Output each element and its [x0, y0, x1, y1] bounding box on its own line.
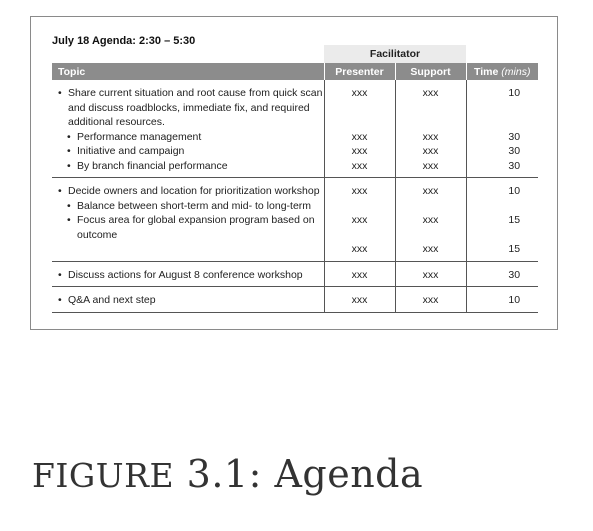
presenter-cell [324, 178, 395, 262]
time-cell [466, 261, 538, 287]
presenter-value: xxx [351, 214, 368, 226]
support-value: xxx [422, 87, 439, 99]
presenter-cell [324, 261, 395, 287]
col-presenter-header: Presenter [324, 63, 395, 80]
presenter-cell [324, 80, 395, 178]
support-cell [395, 287, 466, 313]
topic-cell [52, 287, 324, 313]
presenter-value: xxx [351, 268, 368, 281]
topic-item: • Decide owners and location for prioritization workshop [52, 184, 324, 199]
facilitator-header-row [52, 45, 538, 63]
agenda-section-4 [52, 287, 538, 313]
topic-cell [52, 80, 324, 178]
subtopic-item: • Initiative and campaign [52, 144, 324, 159]
time-value: 15 [508, 214, 521, 226]
support-value: xxx [422, 185, 439, 197]
time-value: 30 [508, 145, 521, 157]
presenter-cell [324, 287, 395, 313]
topic-cell [52, 261, 324, 287]
time-value: 30 [508, 130, 521, 143]
col-time-header [466, 63, 538, 80]
support-value: xxx [422, 159, 439, 172]
time-cell [466, 178, 538, 262]
time-cell [466, 80, 538, 178]
time-cell [466, 287, 538, 313]
support-value: xxx [422, 243, 439, 255]
time-value: 30 [508, 268, 521, 281]
figure-caption [32, 452, 423, 496]
figure-caption-text: 3.1: Agenda [186, 452, 424, 496]
col-support-header: Support [395, 63, 466, 80]
presenter-value: xxx [351, 185, 368, 197]
col-topic-header: Topic [52, 63, 324, 80]
subtopic-item: • Balance between short-term and mid- to long-term [52, 199, 324, 214]
support-cell [395, 178, 466, 262]
presenter-value: xxx [351, 294, 368, 306]
facilitator-header: Facilitator [324, 45, 466, 63]
subtopic-item: • Performance management [52, 130, 324, 145]
topic-cell [52, 178, 324, 262]
agenda-title: July 18 Agenda: 2:30 – 5:30 [52, 35, 196, 47]
support-value: xxx [422, 268, 439, 281]
time-label: Time [474, 65, 499, 78]
support-cell [395, 80, 466, 178]
support-cell [395, 261, 466, 287]
support-value: xxx [422, 294, 439, 306]
topic-item: • Discuss actions for August 8 conference workshop [52, 268, 324, 283]
time-unit: (mins) [501, 65, 531, 78]
time-value: 30 [508, 159, 521, 172]
support-value: xxx [422, 145, 439, 157]
column-header-row [52, 63, 538, 80]
agenda-section-1 [52, 80, 538, 178]
topic-item: • Share current situation and root cause from quick scan and discuss roadblocks, immediate fix, and required additional resources. [52, 86, 324, 130]
figure-label: FIGURE [32, 456, 175, 495]
topic-item: • Q&A and next step [52, 293, 324, 308]
agenda-section-3 [52, 261, 538, 287]
support-value: xxx [422, 214, 439, 226]
agenda-table [52, 45, 538, 313]
presenter-value: xxx [351, 243, 368, 255]
subtopic-item: • Focus area for global expansion program based on outcome [52, 213, 324, 242]
presenter-value: xxx [351, 130, 368, 143]
presenter-value: xxx [351, 145, 368, 157]
presenter-value: xxx [351, 159, 368, 172]
agenda-section-2 [52, 178, 538, 262]
presenter-value: xxx [351, 87, 368, 99]
time-value: 10 [508, 87, 521, 99]
subtopic-item: • By branch financial performance [52, 159, 324, 174]
time-value: 10 [508, 185, 521, 197]
time-value: 15 [508, 243, 521, 255]
support-value: xxx [422, 130, 439, 143]
time-value: 10 [508, 294, 521, 306]
